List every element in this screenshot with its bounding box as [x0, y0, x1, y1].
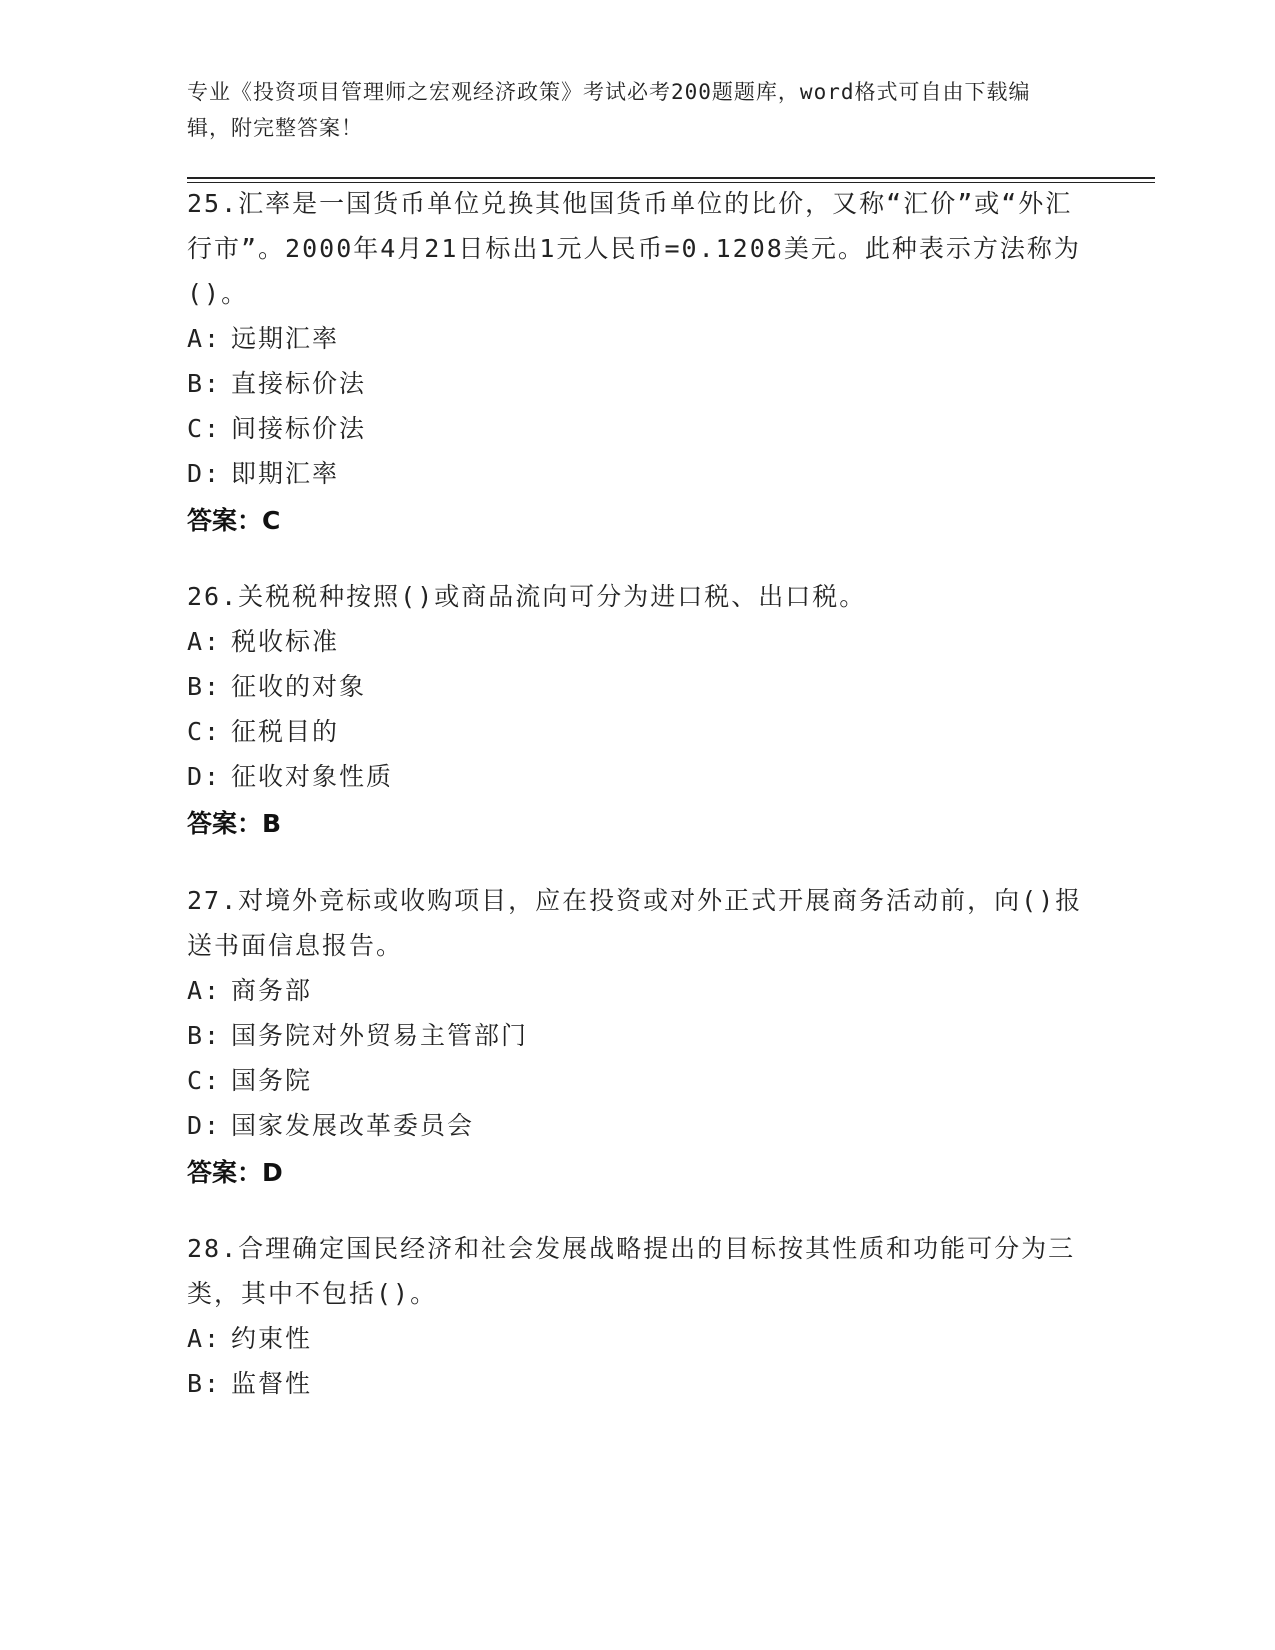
question-28	[187, 1226, 1087, 1406]
option-label: D:	[187, 1111, 222, 1140]
question-25	[187, 181, 1087, 543]
option-c	[187, 1058, 1087, 1103]
answer-line: 答案：B	[187, 809, 282, 838]
question-stem: 25.汇率是一国货币单位兑换其他国货币单位的比价，又称“汇价”或“外汇行市”。2000年4月21日标出1元人民币=0.1208美元。此种表示方法称为()。	[187, 189, 1081, 308]
option-b	[187, 1013, 1087, 1058]
option-label: D:	[187, 459, 222, 488]
option-label: B:	[187, 672, 222, 701]
option-c	[187, 709, 1087, 754]
question-stem: 28.合理确定国民经济和社会发展战略提出的目标按其性质和功能可分为三类，其中不包括()。	[187, 1234, 1076, 1308]
question-26	[187, 574, 1087, 846]
option-label: C:	[187, 1066, 222, 1095]
option-label: B:	[187, 369, 222, 398]
answer-line: 答案：D	[187, 1158, 283, 1187]
option-text: 商务部	[231, 976, 313, 1005]
option-label: A:	[187, 976, 222, 1005]
option-label: C:	[187, 414, 222, 443]
option-b	[187, 1361, 1087, 1406]
option-label: B:	[187, 1369, 222, 1398]
option-text: 征收对象性质	[231, 762, 394, 791]
option-text: 国务院对外贸易主管部门	[231, 1021, 529, 1050]
option-a	[187, 1316, 1087, 1361]
option-text: 监督性	[231, 1369, 313, 1398]
option-label: D:	[187, 762, 222, 791]
option-a	[187, 968, 1087, 1013]
question-stem: 27.对境外竞标或收购项目，应在投资或对外正式开展商务活动前，向()报送书面信息报告。	[187, 886, 1083, 960]
option-text: 征收的对象	[231, 672, 367, 701]
option-a	[187, 619, 1087, 664]
option-text: 直接标价法	[231, 369, 367, 398]
option-text: 税收标准	[231, 627, 340, 656]
option-text: 国务院	[231, 1066, 313, 1095]
question-stem: 26.关税税种按照()或商品流向可分为进口税、出口税。	[187, 582, 867, 611]
option-text: 国家发展改革委员会	[231, 1111, 475, 1140]
document-header: 专业《投资项目管理师之宏观经济政策》考试必考200题题库，word格式可自由下载编辑，附完整答案！	[187, 80, 1031, 140]
option-d	[187, 1103, 1087, 1148]
answer-line: 答案：C	[187, 506, 281, 535]
option-text: 约束性	[231, 1324, 313, 1353]
option-b	[187, 361, 1087, 406]
question-27	[187, 878, 1087, 1195]
option-d	[187, 451, 1087, 496]
option-label: B:	[187, 1021, 222, 1050]
option-d	[187, 754, 1087, 799]
option-text: 远期汇率	[231, 324, 340, 353]
option-label: C:	[187, 717, 222, 746]
option-label: A:	[187, 627, 222, 656]
option-text: 间接标价法	[231, 414, 367, 443]
option-label: A:	[187, 324, 222, 353]
option-a	[187, 316, 1087, 361]
option-text: 即期汇率	[231, 459, 340, 488]
option-text: 征税目的	[231, 717, 340, 746]
header-divider	[187, 177, 1155, 179]
option-b	[187, 664, 1087, 709]
option-c	[187, 406, 1087, 451]
option-label: A:	[187, 1324, 222, 1353]
